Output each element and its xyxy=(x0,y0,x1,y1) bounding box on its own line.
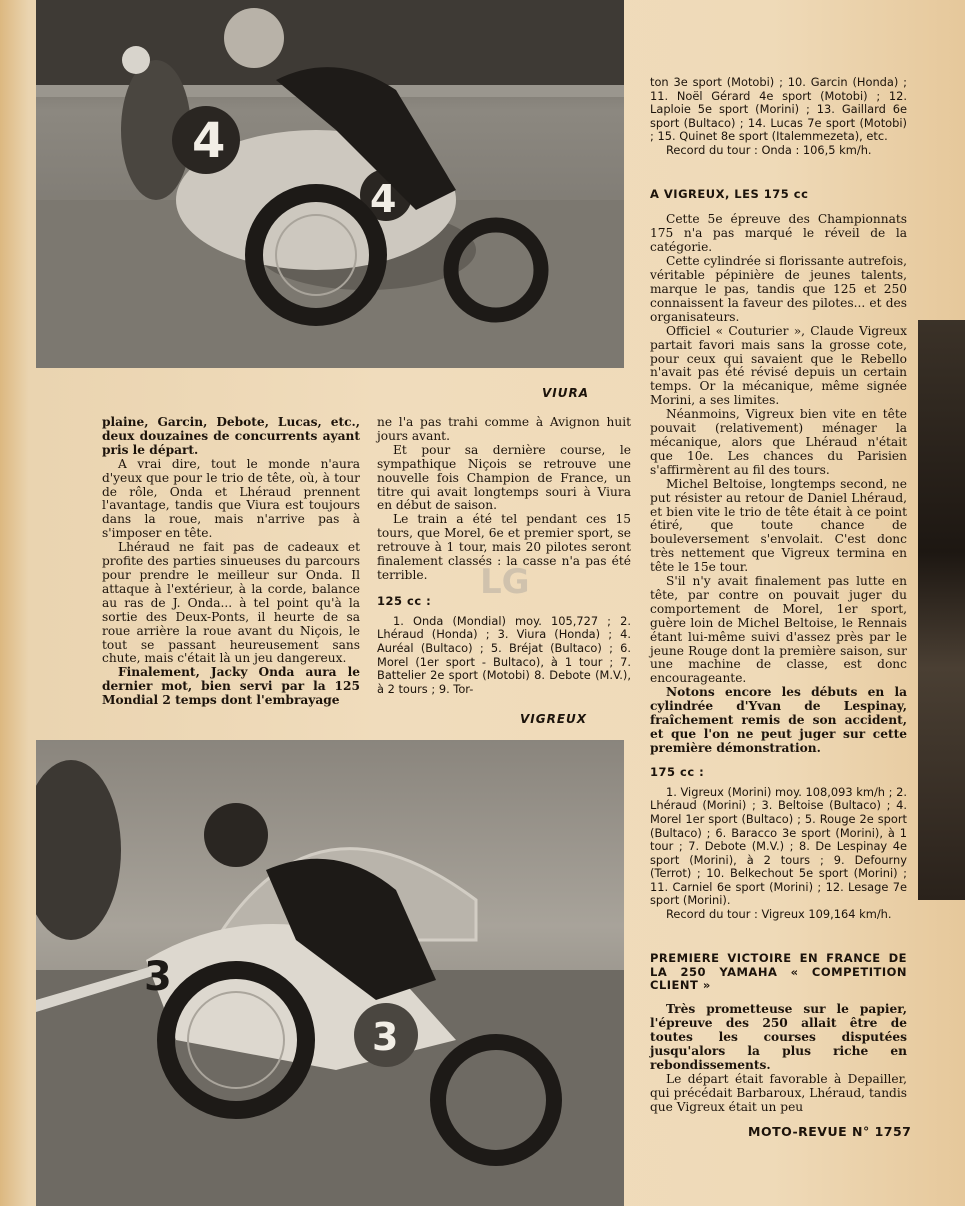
paragraph: Cette cylindrée si florissante autrefois, véritable pépinière de jeunes talents, marque le pas, tandis que 125 et 250 connaissent la faveur des pilotes... et des organisateurs. xyxy=(650,254,907,324)
article-column-3 xyxy=(650,76,907,1115)
caption-viura: VIURA xyxy=(542,386,590,400)
results-heading-175: 175 cc : xyxy=(650,764,705,779)
results-175: 1. Vigreux (Morini) moy. 108,093 km/h ; 2. Lhéraud (Morini) ; 3. Beltoise (Bultaco) ; 4. Morel 1er sport (Bultaco) ; 5. Rouge 2e sport (Bultaco) ; 6. Baracco 3e sport (Morini), à 1 tour ; 7. Debote (M.V.) ; 8. De Lespinay 4e sport (Morini), à 2 tours ; 9. Defourny (Terrot) ; 10. Belkechout 5e sport (Morini) ; 11. Carniel 6e sport (Morini) ; 12. Lesage 7e sport (Morini). xyxy=(650,784,907,908)
motorcycle-racer-photo xyxy=(36,740,624,1206)
section-heading-250: PREMIERE VICTOIRE EN FRANCE DE LA 250 YAMAHA « COMPETITION CLIENT » xyxy=(650,950,907,993)
motorcycle-racer-photo xyxy=(36,0,624,368)
paragraph: Le train a été tel pendant ces 15 tours, que Morel, 6e et premier sport, se retrouve à 1 tour, mais 20 pilotes seront finalement classés : la casse n'a pas été terrible. xyxy=(377,512,631,582)
caption-vigreux: VIGREUX xyxy=(520,712,588,726)
watermark: LG xyxy=(480,562,530,602)
results-heading-125: 125 cc : xyxy=(377,593,432,608)
paragraph: Cette 5e épreuve des Championnats 175 n'a pas marqué le réveil de la catégorie. xyxy=(650,212,907,255)
paragraph: ne l'a pas trahi comme à Avignon huit jours avant. xyxy=(377,415,631,443)
results-125: 1. Onda (Mondial) moy. 105,727 ; 2. Lhéraud (Honda) ; 3. Viura (Honda) ; 4. Auréal (Bultaco) ; 5. Bréjat (Bultaco) ; 6. Morel (1er sport - Bultaco), à 1 tour ; 7. Battelier 2e sport (Motobi) 8. Debote (M.V.), à 2 tours ; 9. Tor- xyxy=(377,613,631,696)
side-photo-strip xyxy=(918,320,965,900)
paragraph: plaine, Garcin, Debote, Lucas, etc., deux douzaines de concurrents ayant pris le départ. xyxy=(102,415,360,457)
article-column-1 xyxy=(102,416,360,708)
top-race-photo xyxy=(36,0,624,368)
article-column-2 xyxy=(377,416,631,696)
paragraph: S'il n'y avait finalement pas lutte en tête, par contre on pouvait juger du comportement de Morel, 1er sport, guère loin de Michel Beltoise, le Rennais étant lui-même suivi d'assez près par le jeune Rouge dont la première saison, sur une machine de classe, est donc encourageante. xyxy=(650,574,907,686)
paragraph: Lhéraud ne fait pas de cadeaux et profite des parties sinueuses du parcours pour prendre le meilleur sur Onda. Il attaque à l'extérieur, à la corde, balance au ras de J. Onda... à tel point qu'à la sortie des Deux-Ponts, il heurte de sa roue arrière la roue avant du Niçois, le tout se passant heureusement sans chute, mais c'était là un jeu dangereux. xyxy=(102,540,360,666)
lap-record-125: Record du tour : Onda : 106,5 km/h. xyxy=(666,142,872,157)
results-125-continued: ton 3e sport (Motobi) ; 10. Garcin (Honda) ; 11. Noël Gérard 4e sport (Motobi) ; 12. Laploie 5e sport (Morini) ; 13. Gaillard 6e sport (Bultaco) ; 14. Lucas 7e sport (Motobi) ; 15. Quinet 8e sport (Italemmezeta), etc. xyxy=(650,75,907,144)
bike-number-3: 3 xyxy=(144,954,172,1000)
paragraph: Le départ était favorable à Depailler, qui précédait Barbaroux, Lhéraud, tandis que Vigreux était un peu xyxy=(650,1071,907,1114)
paragraph: Très prometteuse sur le papier, l'épreuve des 250 allait être de toutes les courses disputées jusqu'alors la plus riche en rebondissements. xyxy=(650,1002,907,1072)
paragraph: Finalement, Jacky Onda aura le dernier mot, bien servi par la 125 Mondial 2 temps dont l'embrayage xyxy=(102,665,360,708)
paragraph: Notons encore les débuts en la cylindrée d'Yvan de Lespinay, fraîchement remis de son accident, et que l'on ne peut juger sur cette première démonstration. xyxy=(650,685,907,755)
lap-record-175: Record du tour : Vigreux 109,164 km/h. xyxy=(666,907,892,922)
paragraph: A vrai dire, tout le monde n'aura d'yeux que pour le trio de tête, où, à tour de rôle, Onda et Lhéraud prennent l'avantage, tandis que Viura est toujours dans la roue, mais n'arrive pas à s'imposer en tête. xyxy=(102,456,360,541)
paragraph: Et pour sa dernière course, le sympathique Niçois se retrouve une nouvelle fois Champion de France, un titre qui avait longtemps souri à Viura en début de saison. xyxy=(377,442,631,513)
bike-number-4-side: 4 xyxy=(370,177,397,221)
paragraph: Néanmoins, Vigreux bien vite en tête pouvait (relativement) ménager la mécanique, alors que Lhéraud n'était que 10e. Les chances du Parisien s'affirmèrent au fil des tours. xyxy=(650,407,907,477)
page-footer: MOTO-REVUE N° 1757 xyxy=(748,1124,912,1139)
bike-number-4: 4 xyxy=(192,113,226,169)
paragraph: Officiel « Couturier », Claude Vigreux partait favori mais sans la grosse cote, pour ceux qui savaient que le Rebello n'avait pas été révisé depuis un certain temps. Or la mécanique, même signée Morini, a ses limites. xyxy=(650,323,907,408)
bottom-race-photo xyxy=(36,740,624,1206)
paragraph: Michel Beltoise, longtemps second, ne put résister au retour de Daniel Lhéraud, et bien vite le trio de tête était à ce point étiré, que toute chance de bouleversement s'envolait. C'est donc très nettement que Vigreux termina en tête le 15e tour. xyxy=(650,476,907,575)
section-heading-175: A VIGREUX, LES 175 cc xyxy=(650,186,809,201)
bike-number-3-side: 3 xyxy=(372,1015,399,1059)
